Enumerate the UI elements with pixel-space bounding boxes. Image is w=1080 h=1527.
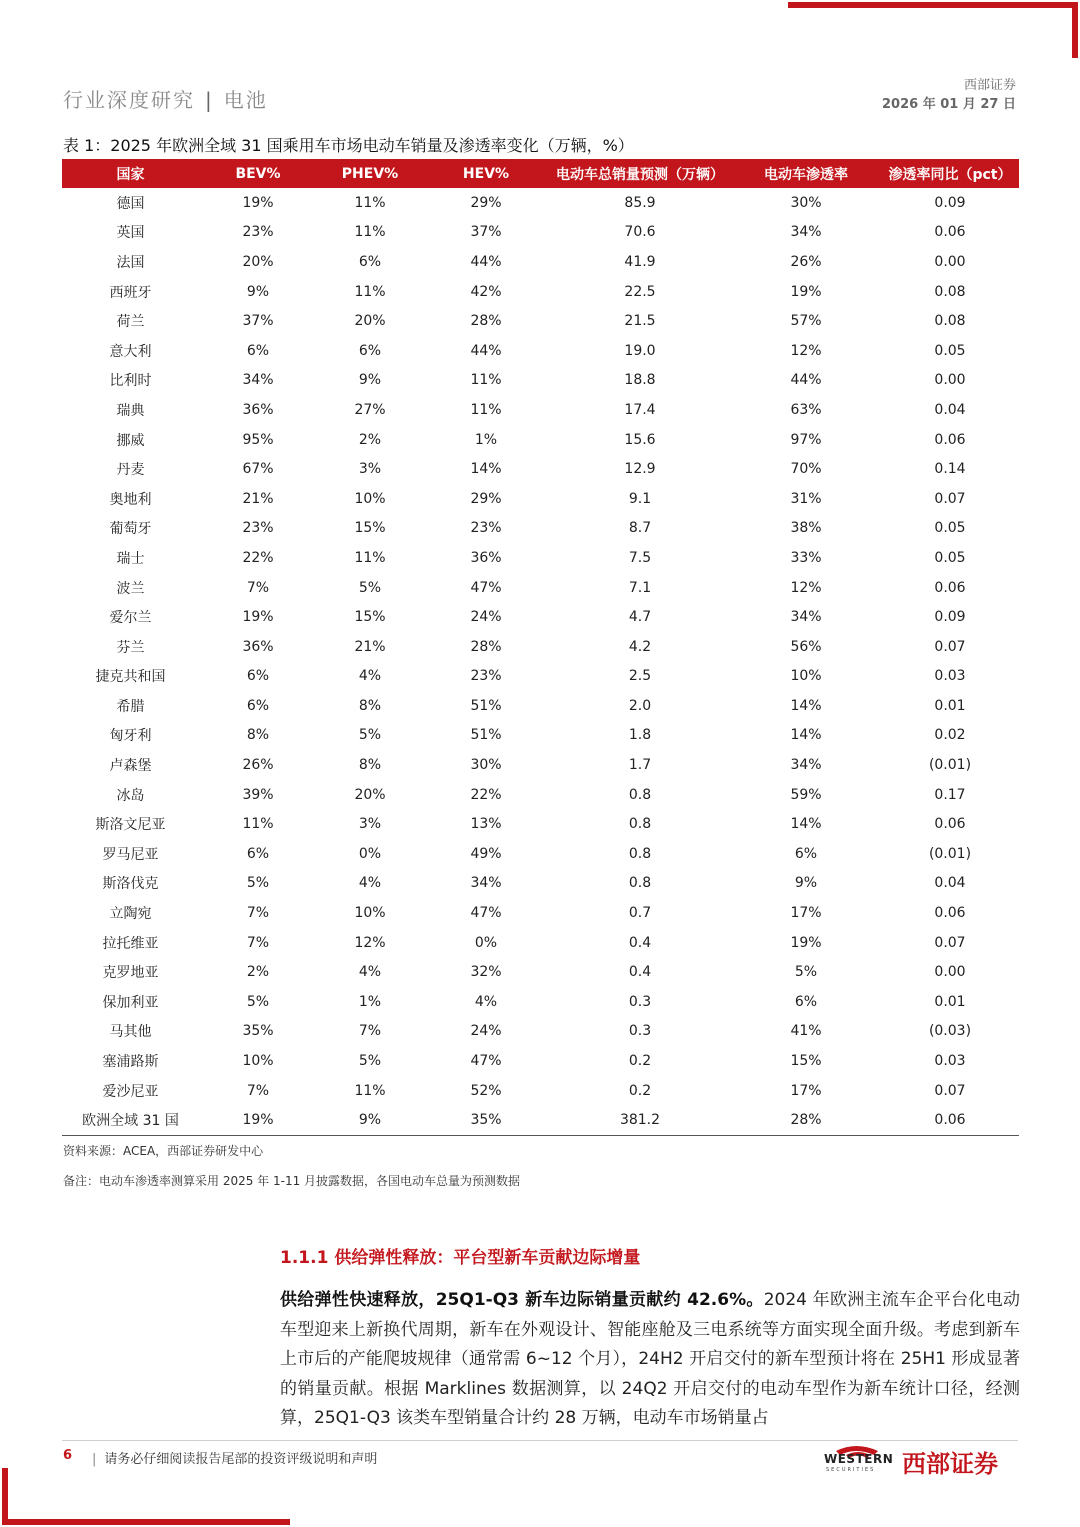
table-row (62, 928, 1019, 958)
table-cell: 0.01 (934, 697, 966, 714)
table-row (62, 1105, 1019, 1135)
table-cell: 9% (794, 875, 818, 892)
table-row (62, 573, 1019, 603)
table-cell: 23% (242, 224, 274, 241)
ev-sales-table (62, 159, 1019, 1136)
footer-divider (62, 1440, 1018, 1441)
table-cell: 29% (470, 194, 502, 211)
table-cell: 保加利亚 (102, 994, 159, 1011)
table-cell: 葡萄牙 (109, 521, 152, 538)
logo-english-subtitle: SECURITIES (826, 1467, 876, 1473)
table-cell: 15% (354, 609, 386, 626)
table-row (62, 662, 1019, 692)
table-cell: 22% (470, 786, 502, 803)
table-cell: 立陶宛 (109, 906, 152, 923)
table-cell: 37% (470, 224, 502, 241)
table-cell: 0.08 (934, 313, 966, 330)
table-cell: 0.8 (628, 786, 652, 803)
table-cell: (0.03) (928, 1023, 972, 1040)
table-cell: 4% (358, 875, 382, 892)
table-row (62, 366, 1019, 396)
table-cell: 0.06 (881, 1105, 1019, 1135)
table-cell: 30% (790, 194, 822, 211)
table-cell: 11% (354, 283, 386, 300)
table-row (62, 484, 1019, 514)
table-source: 资料来源：ACEA，西部证券研发中心 (63, 1144, 264, 1158)
table-cell: 24% (470, 1023, 502, 1040)
corner-decoration-bottom-vertical (2, 1468, 8, 1525)
table-body (62, 188, 1019, 1136)
table-cell: 42% (470, 283, 502, 300)
table-cell: 0.05 (934, 520, 966, 537)
table-cell: 7% (246, 1082, 270, 1099)
table-cell: 11% (354, 224, 386, 241)
table-cell: 19% (242, 609, 274, 626)
table-cell: 11% (354, 1082, 386, 1099)
table-cell: 斯洛伐克 (102, 876, 159, 893)
logo-chinese-name: 西部证券 (902, 1450, 998, 1478)
table-cell: 3% (358, 816, 382, 833)
table-cell: 克罗地亚 (102, 965, 159, 982)
table-cell: 21% (242, 490, 274, 507)
column-header: 国家 (62, 159, 199, 188)
logo-english-name: WESTERN (824, 1452, 894, 1466)
table-cell: 7.1 (628, 579, 652, 596)
table-cell: 爱沙尼亚 (102, 1083, 159, 1100)
table-cell: 36% (470, 549, 502, 566)
table-cell: 英国 (116, 225, 145, 242)
table-cell: 0.03 (934, 1053, 966, 1070)
table-cell: 51% (470, 697, 502, 714)
report-industry: 电池 (223, 88, 268, 112)
table-cell: 7% (246, 934, 270, 951)
table-row (62, 1076, 1019, 1106)
table-cell: 21.5 (624, 313, 656, 330)
table-cell: 2.5 (628, 668, 652, 685)
table-cell: 捷克共和国 (95, 669, 166, 686)
table-cell: 23% (470, 520, 502, 537)
table-cell: 瑞典 (116, 402, 145, 419)
table-cell: 11% (470, 401, 502, 418)
column-header: HEV% (423, 159, 549, 188)
column-header: PHEV% (317, 159, 423, 188)
table-cell: 10% (242, 1053, 274, 1070)
table-cell: 70.6 (624, 224, 656, 241)
table-cell: 1.8 (628, 727, 652, 744)
table-cell: 卢森堡 (109, 758, 152, 775)
table-cell: 51% (470, 727, 502, 744)
table-cell: 20% (354, 313, 386, 330)
table-row (62, 306, 1019, 336)
table-cell: 22% (242, 549, 274, 566)
header-separator: | (205, 88, 214, 112)
table-cell: 0.00 (934, 964, 966, 981)
table-cell: 11% (354, 194, 386, 211)
column-header: 电动车总销量预测（万辆） (549, 159, 731, 188)
table-cell: 14% (790, 697, 822, 714)
table-cell: (0.01) (928, 757, 972, 774)
table-cell: 18.8 (624, 372, 656, 389)
table-cell: 丹麦 (116, 462, 145, 479)
table-cell: 0.00 (934, 253, 966, 270)
section-heading: 1.1.1 供给弹性释放：平台型新车贡献边际增量 (280, 1248, 641, 1268)
table-cell: 5% (246, 875, 270, 892)
table-cell: 2% (358, 431, 382, 448)
table-cell: 0.8 (628, 816, 652, 833)
table-cell: 9% (246, 283, 270, 300)
table-cell: 马其他 (109, 1024, 152, 1041)
table-cell: 19% (242, 194, 274, 211)
table-cell: 希腊 (116, 698, 145, 715)
table-cell: 0.05 (934, 549, 966, 566)
table-cell: 7% (246, 579, 270, 596)
table-cell: 7.5 (628, 549, 652, 566)
table-cell: 0.4 (628, 964, 652, 981)
table-cell: 波兰 (116, 580, 145, 597)
table-cell: 56% (790, 638, 822, 655)
table-row (62, 1017, 1019, 1047)
table-cell: 0.00 (934, 372, 966, 389)
corner-decoration-top (788, 2, 1078, 8)
table-cell: 34% (790, 609, 822, 626)
table-cell: 15% (354, 520, 386, 537)
table-cell: 34% (790, 757, 822, 774)
table-cell: 4.7 (628, 609, 652, 626)
table-cell: 44% (470, 342, 502, 359)
table-row (62, 750, 1019, 780)
table-cell: 奥地利 (109, 491, 152, 508)
table-row (62, 425, 1019, 455)
table-cell: 85.9 (624, 194, 656, 211)
table-cell: 19% (790, 934, 822, 951)
footer-disclaimer (92, 1448, 377, 1467)
table-row (62, 543, 1019, 573)
table-cell: 17% (790, 905, 822, 922)
table-cell: 芬兰 (116, 639, 145, 656)
table-cell: 44% (470, 253, 502, 270)
table-cell: 5% (246, 993, 270, 1010)
table-cell: 荷兰 (116, 314, 145, 331)
table-cell: 0.05 (934, 342, 966, 359)
table-cell: 95% (242, 431, 274, 448)
table-cell: 12% (790, 342, 822, 359)
table-cell: 23% (470, 668, 502, 685)
page-number: 6 (63, 1448, 73, 1463)
table-row (62, 188, 1019, 218)
table-row (62, 247, 1019, 277)
table-cell: 拉托维亚 (102, 935, 159, 952)
table-title: 表 1：2025 年欧洲全域 31 国乘用车市场电动车销量及渗透率变化（万辆，%） (63, 136, 634, 155)
table-cell: 0.07 (934, 638, 966, 655)
table-cell: 3% (358, 461, 382, 478)
table-cell: 0.09 (934, 194, 966, 211)
table-cell: 14% (790, 727, 822, 744)
table-cell: 6% (794, 845, 818, 862)
table-cell: 0.07 (934, 934, 966, 951)
table-cell: 41% (790, 1023, 822, 1040)
table-cell: 0.17 (934, 786, 966, 803)
footer-disclaimer-text: 请务必仔细阅读报告尾部的投资评级说明和声明 (104, 1452, 378, 1467)
table-cell: 0.06 (934, 905, 966, 922)
table-cell: 19% (790, 283, 822, 300)
table-cell: 7% (358, 1023, 382, 1040)
corner-decoration-top-vertical (1072, 2, 1078, 58)
table-cell: 5% (358, 1053, 382, 1070)
table-cell: 0.04 (934, 875, 966, 892)
column-header: BEV% (199, 159, 317, 188)
table-row (62, 869, 1019, 899)
table-cell: 97% (790, 431, 822, 448)
table-cell: 28% (731, 1105, 881, 1135)
table-cell: 10% (354, 490, 386, 507)
table-cell: 4.2 (628, 638, 652, 655)
table-cell: 21% (354, 638, 386, 655)
table-cell: 8% (358, 757, 382, 774)
table-cell: 19.0 (624, 342, 656, 359)
table-cell: 0.8 (628, 845, 652, 862)
table-cell: 0.01 (934, 993, 966, 1010)
report-type: 行业深度研究 (63, 88, 195, 112)
table-cell: 13% (470, 816, 502, 833)
table-cell: (0.01) (928, 845, 972, 862)
table-cell: 36% (242, 401, 274, 418)
table-cell: 法国 (116, 254, 145, 271)
report-category (63, 84, 268, 113)
table-cell: 37% (242, 313, 274, 330)
table-cell: 15% (790, 1053, 822, 1070)
table-cell: 49% (470, 845, 502, 862)
table-row (62, 602, 1019, 632)
table-cell: 1% (474, 431, 498, 448)
table-cell: 4% (474, 993, 498, 1010)
column-header: 渗透率同比（pct） (881, 159, 1019, 188)
table-cell: 欧洲全域 31 国 (62, 1105, 199, 1135)
table-cell: 瑞士 (116, 550, 145, 567)
table-cell: 63% (790, 401, 822, 418)
table-cell: 39% (242, 786, 274, 803)
corner-decoration-bottom (2, 1519, 290, 1525)
table-row (62, 987, 1019, 1017)
table-cell: 4% (358, 964, 382, 981)
table-cell: 0.09 (934, 609, 966, 626)
table-cell: 0.7 (628, 905, 652, 922)
table-cell: 爱尔兰 (109, 610, 152, 627)
table-cell: 67% (242, 461, 274, 478)
table-cell: 34% (242, 372, 274, 389)
table-row (62, 721, 1019, 751)
table-cell: 意大利 (109, 343, 152, 360)
table-cell: 23% (242, 520, 274, 537)
table-row (62, 336, 1019, 366)
table-cell: 11% (354, 549, 386, 566)
table-row (62, 632, 1019, 662)
table-row (62, 898, 1019, 928)
table-row (62, 277, 1019, 307)
table-cell: 比利时 (109, 373, 152, 390)
table-cell: 38% (790, 520, 822, 537)
table-cell: 36% (242, 638, 274, 655)
table-cell: 10% (354, 905, 386, 922)
table-cell: 罗马尼亚 (102, 846, 159, 863)
table-cell: 34% (790, 224, 822, 241)
table-cell: 28% (470, 638, 502, 655)
table-cell: 33% (790, 549, 822, 566)
table-cell: 57% (790, 313, 822, 330)
table-cell: 20% (242, 253, 274, 270)
table-cell: 0.07 (934, 490, 966, 507)
table-cell: 8.7 (628, 520, 652, 537)
table-cell: 0.08 (934, 283, 966, 300)
table-cell: 5% (358, 579, 382, 596)
table-cell: 6% (358, 342, 382, 359)
table-cell: 30% (470, 757, 502, 774)
table-cell: 匈牙利 (109, 728, 152, 745)
paragraph-body: 2024 年欧洲主流车企平台化电动车型迎来上新换代周期，新车在外观设计、智能座舱及三电系统等方面实现全面升级。考虑到新车上市后的产能爬坡规律（通常需 6~12 个月），24H2 开启交付的新车型预计将在 25H1 形成显著的销量贡献。根据 Marklines 数据测算，以 24Q2 开启交付的电动车型作为新车统计口径，经测算，25Q1-Q3 该类车型销量合计约 28 万辆，电动车市场销量占 (280, 1290, 1020, 1428)
table-cell: 挪威 (116, 432, 145, 449)
table-cell: 0.02 (934, 727, 966, 744)
table-cell: 0.06 (934, 224, 966, 241)
column-header: 电动车渗透率 (731, 159, 881, 188)
table-cell: 11% (242, 816, 274, 833)
table-cell: 31% (790, 490, 822, 507)
table-cell: 47% (470, 1053, 502, 1070)
table-cell: 52% (470, 1082, 502, 1099)
table-cell: 12.9 (624, 461, 656, 478)
table-cell: 20% (354, 786, 386, 803)
table-cell: 41.9 (624, 253, 656, 270)
table-row (62, 780, 1019, 810)
table-cell: 1% (358, 993, 382, 1010)
table-cell: 0.06 (934, 816, 966, 833)
table-cell: 59% (790, 786, 822, 803)
table-cell: 6% (246, 845, 270, 862)
table-cell: 28% (470, 313, 502, 330)
table-cell: 6% (246, 342, 270, 359)
table-cell: 0.14 (934, 461, 966, 478)
table-cell: 0.03 (934, 668, 966, 685)
table-cell: 0.3 (628, 993, 652, 1010)
table-cell: 14% (470, 461, 502, 478)
table-cell: 11% (470, 372, 502, 389)
table-cell: 24% (470, 609, 502, 626)
table-cell: 0.04 (934, 401, 966, 418)
table-cell: 22.5 (624, 283, 656, 300)
table-cell: 9% (358, 372, 382, 389)
table-cell: 斯洛文尼亚 (95, 817, 166, 834)
table-cell: 冰岛 (116, 787, 145, 804)
table-cell: 0.06 (934, 431, 966, 448)
table-cell: 9.1 (628, 490, 652, 507)
table-row (62, 514, 1019, 544)
table-row (62, 1046, 1019, 1076)
table-cell: 塞浦路斯 (102, 1054, 159, 1071)
table-cell: 35% (423, 1105, 549, 1135)
table-cell: 6% (246, 668, 270, 685)
table-cell: 0% (474, 934, 498, 951)
table-cell: 14% (790, 816, 822, 833)
table-cell: 26% (242, 757, 274, 774)
table-cell: 17.4 (624, 401, 656, 418)
table-cell: 2.0 (628, 697, 652, 714)
table-cell: 10% (790, 668, 822, 685)
table-cell: 0.06 (934, 579, 966, 596)
header-date: 2026 年 01 月 27 日 (882, 97, 1016, 112)
table-row (62, 218, 1019, 248)
table-note: 备注：电动车渗透率测算采用 2025 年 1-11 月披露数据，各国电动车总量为预测数据 (63, 1174, 521, 1188)
header-firm-name: 西部证券 (963, 78, 1016, 93)
table-cell: 44% (790, 372, 822, 389)
table-cell: 7% (246, 905, 270, 922)
table-cell: 12% (790, 579, 822, 596)
table-cell: 4% (358, 668, 382, 685)
table-cell: 34% (470, 875, 502, 892)
table-cell: 0% (358, 845, 382, 862)
table-cell: 0.8 (628, 875, 652, 892)
footer-separator: | (92, 1452, 97, 1467)
table-cell: 5% (358, 727, 382, 744)
table-row (62, 839, 1019, 869)
table-cell: 5% (794, 964, 818, 981)
table-cell: 8% (358, 697, 382, 714)
table-cell: 2% (246, 964, 270, 981)
table-row (62, 454, 1019, 484)
table-cell: 12% (354, 934, 386, 951)
table-cell: 27% (354, 401, 386, 418)
table-cell: 德国 (116, 195, 145, 212)
table-cell: 26% (790, 253, 822, 270)
table-cell: 6% (794, 993, 818, 1010)
table-row (62, 957, 1019, 987)
table-cell: 32% (470, 964, 502, 981)
section-paragraph (280, 1286, 1020, 1434)
table-cell: 29% (470, 490, 502, 507)
table-cell: 47% (470, 579, 502, 596)
table-cell: 0.2 (628, 1082, 652, 1099)
table-cell: 6% (358, 253, 382, 270)
table-cell: 381.2 (549, 1105, 731, 1135)
table-cell: 0.4 (628, 934, 652, 951)
paragraph-lead: 供给弹性快速释放，25Q1-Q3 新车边际销量贡献约 42.6%。 (280, 1290, 764, 1310)
table-cell: 35% (242, 1023, 274, 1040)
table-cell: 西班牙 (109, 284, 152, 301)
table-cell: 17% (790, 1082, 822, 1099)
table-row (62, 395, 1019, 425)
table-cell: 19% (199, 1105, 317, 1135)
table-cell: 9% (317, 1105, 423, 1135)
table-cell: 0.3 (628, 1023, 652, 1040)
table-row (62, 809, 1019, 839)
table-cell: 15.6 (624, 431, 656, 448)
table-cell: 0.2 (628, 1053, 652, 1070)
table-cell: 70% (790, 461, 822, 478)
table-cell: 8% (246, 727, 270, 744)
table-cell: 6% (246, 697, 270, 714)
table-row (62, 691, 1019, 721)
table-cell: 0.07 (934, 1082, 966, 1099)
table-cell: 1.7 (628, 757, 652, 774)
table-header-row (62, 159, 1019, 188)
table-cell: 47% (470, 905, 502, 922)
